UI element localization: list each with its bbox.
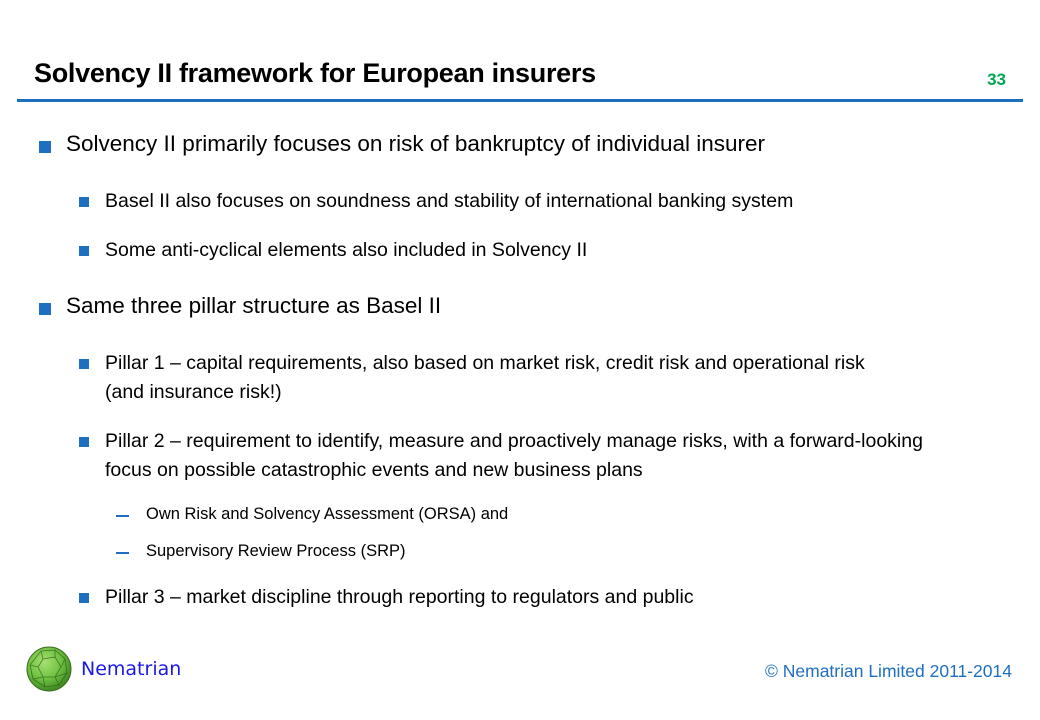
brand-name: Nematrian — [81, 658, 182, 680]
bullet-item: Solvency II primarily focuses on risk of bankruptcy of individual insurer — [66, 131, 766, 156]
bullet-item: Supervisory Review Process (SRP) — [146, 542, 406, 560]
slide-title: Solvency II framework for European insurers — [34, 58, 596, 88]
green-polyhedron-icon — [25, 645, 73, 693]
bullet-item: Own Risk and Solvency Assessment (ORSA) and — [146, 505, 509, 523]
bullet-square-icon — [79, 197, 89, 207]
bullet-item: Pillar 3 – market discipline through reporting to regulators and public — [105, 586, 694, 608]
bullet-square-icon — [79, 359, 89, 369]
bullet-square-icon — [79, 246, 89, 256]
dash-bullet-icon — [116, 552, 129, 554]
bullet-item: Same three pillar structure as Basel II — [66, 293, 442, 318]
bullet-item: Basel II also focuses on soundness and stability of international banking system — [105, 190, 794, 212]
dash-bullet-icon — [116, 515, 129, 517]
bullet-square-icon — [39, 141, 51, 153]
bullet-square-icon — [39, 303, 51, 315]
copyright-notice: © Nematrian Limited 2011-2014 — [764, 661, 1012, 681]
bullet-item: Pillar 1 – capital requirements, also based on market risk, credit risk and operational risk (and insurance risk!) — [105, 352, 865, 403]
bullet-item: Pillar 2 – requirement to identify, measure and proactively manage risks, with a forward-looking focus on possible catastrophic events and new business plans — [105, 430, 923, 481]
bullet-item: Some anti-cyclical elements also included in Solvency II — [105, 239, 588, 261]
bullet-square-icon — [79, 437, 89, 447]
title-divider — [17, 99, 1023, 102]
slide-number: 33 — [987, 70, 1006, 89]
bullet-square-icon — [79, 593, 89, 603]
